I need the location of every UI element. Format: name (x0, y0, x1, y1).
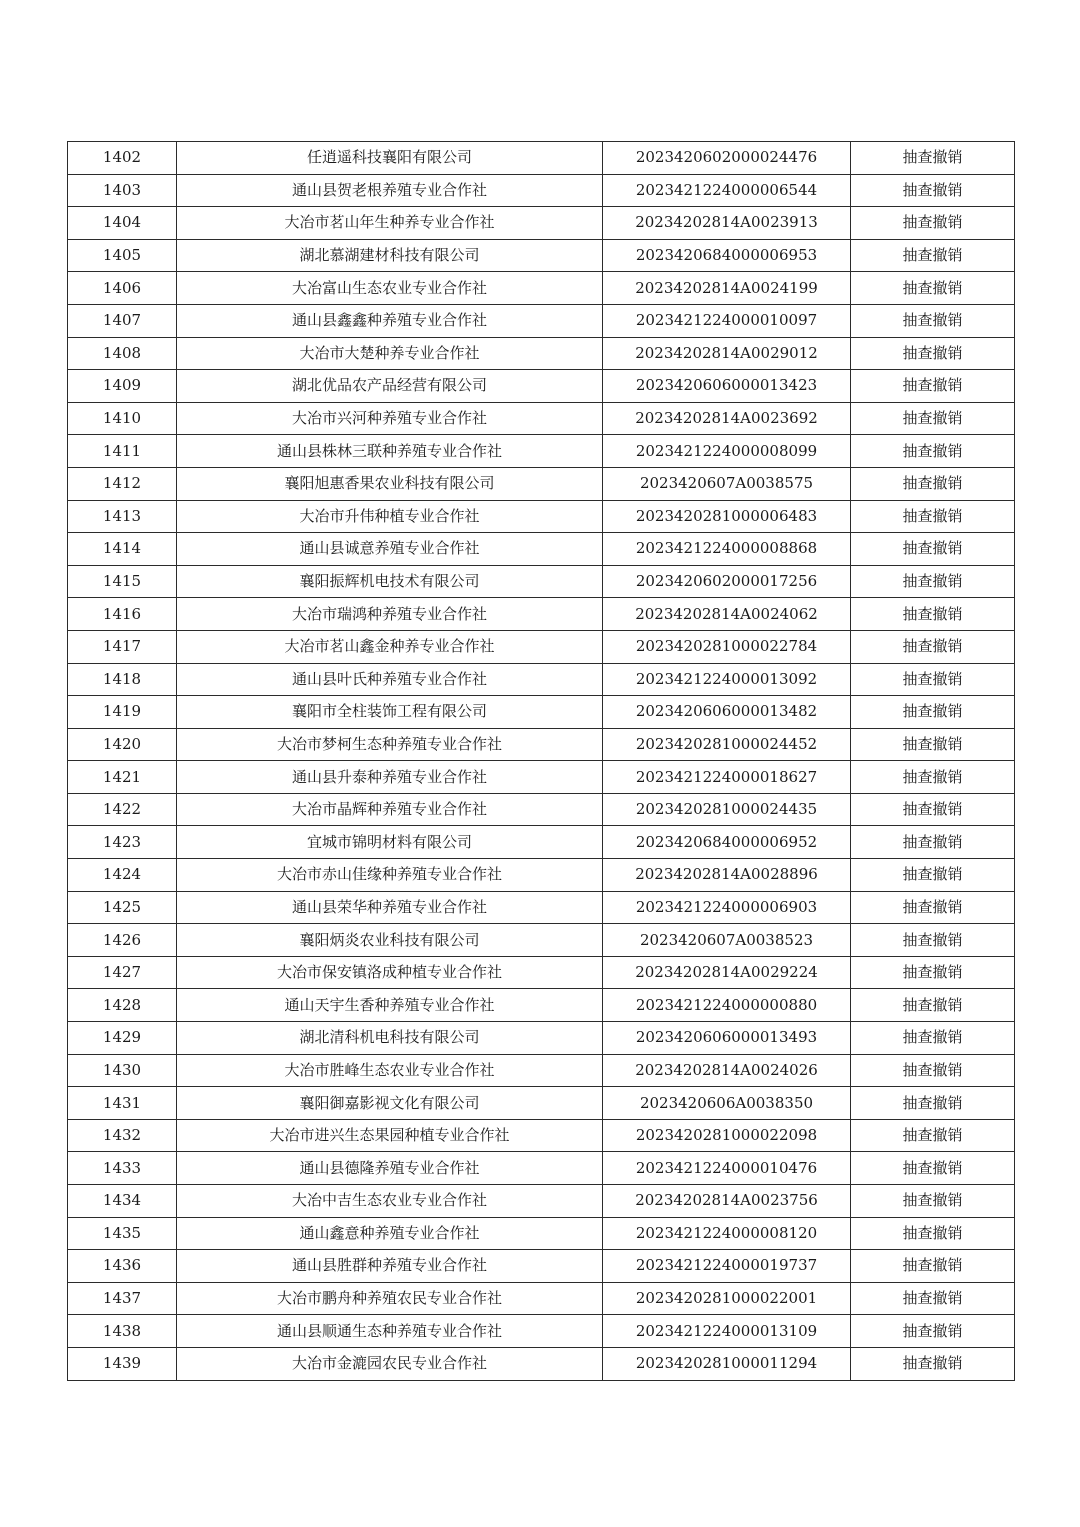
table-row (68, 1022, 1015, 1055)
registration-code-cell: 2023421224000008099 (603, 435, 851, 468)
serial-number-cell: 1408 (68, 337, 177, 370)
serial-number-cell: 1424 (68, 859, 177, 892)
table-row (68, 239, 1015, 272)
status-cell: 抽查撤销 (851, 304, 1015, 337)
table-row (68, 370, 1015, 403)
entity-name-cell: 大冶市胜峰生态农业专业合作社 (177, 1054, 603, 1087)
registration-code-cell: 2023421224000013109 (603, 1315, 851, 1348)
status-cell: 抽查撤销 (851, 207, 1015, 240)
registration-code-cell: 2023421224000013092 (603, 663, 851, 696)
registration-code-cell: 20234202814A0024062 (603, 598, 851, 631)
registration-code-cell: 2023420602000024476 (603, 142, 851, 175)
status-cell: 抽查撤销 (851, 1315, 1015, 1348)
table-row (68, 337, 1015, 370)
serial-number-cell: 1430 (68, 1054, 177, 1087)
serial-number-cell: 1404 (68, 207, 177, 240)
table-row (68, 859, 1015, 892)
entity-name-cell: 任逍遥科技襄阳有限公司 (177, 142, 603, 175)
registration-code-cell: 2023420602000017256 (603, 565, 851, 598)
registration-code-cell: 2023420606000013423 (603, 370, 851, 403)
table-row (68, 500, 1015, 533)
status-cell: 抽查撤销 (851, 533, 1015, 566)
entity-name-cell: 通山县诚意养殖专业合作社 (177, 533, 603, 566)
entity-name-cell: 通山县荣华种养殖专业合作社 (177, 891, 603, 924)
status-cell: 抽查撤销 (851, 761, 1015, 794)
table-row (68, 207, 1015, 240)
table-body (68, 142, 1015, 1381)
entity-name-cell: 大冶市兴河种养殖专业合作社 (177, 402, 603, 435)
status-cell: 抽查撤销 (851, 402, 1015, 435)
table-row (68, 1119, 1015, 1152)
serial-number-cell: 1435 (68, 1217, 177, 1250)
entity-name-cell: 大冶市赤山佳缘种养殖专业合作社 (177, 859, 603, 892)
table-row (68, 598, 1015, 631)
status-cell: 抽查撤销 (851, 891, 1015, 924)
revocation-table (67, 141, 1015, 1381)
status-cell: 抽查撤销 (851, 956, 1015, 989)
registration-code-cell: 2023420281000022001 (603, 1282, 851, 1315)
entity-name-cell: 大冶市梦柯生态种养殖专业合作社 (177, 728, 603, 761)
status-cell: 抽查撤销 (851, 663, 1015, 696)
registration-code-cell: 20234202814A0023756 (603, 1185, 851, 1218)
entity-name-cell: 大冶市瑞鸿种养殖专业合作社 (177, 598, 603, 631)
table-row (68, 891, 1015, 924)
status-cell: 抽查撤销 (851, 598, 1015, 631)
table-row (68, 989, 1015, 1022)
status-cell: 抽查撤销 (851, 924, 1015, 957)
registration-code-cell: 2023421224000010097 (603, 304, 851, 337)
serial-number-cell: 1428 (68, 989, 177, 1022)
registration-code-cell: 2023420281000006483 (603, 500, 851, 533)
status-cell: 抽查撤销 (851, 1054, 1015, 1087)
status-cell: 抽查撤销 (851, 630, 1015, 663)
registration-code-cell: 20234202814A0029224 (603, 956, 851, 989)
serial-number-cell: 1433 (68, 1152, 177, 1185)
registration-code-cell: 2023420281000024452 (603, 728, 851, 761)
status-cell: 抽查撤销 (851, 142, 1015, 175)
table-row (68, 1087, 1015, 1120)
status-cell: 抽查撤销 (851, 1087, 1015, 1120)
entity-name-cell: 襄阳御嘉影视文化有限公司 (177, 1087, 603, 1120)
table-row (68, 1185, 1015, 1218)
serial-number-cell: 1427 (68, 956, 177, 989)
serial-number-cell: 1409 (68, 370, 177, 403)
table-row (68, 793, 1015, 826)
registration-code-cell: 2023420281000022784 (603, 630, 851, 663)
status-cell: 抽查撤销 (851, 1119, 1015, 1152)
status-cell: 抽查撤销 (851, 1152, 1015, 1185)
entity-name-cell: 通山县升泰种养殖专业合作社 (177, 761, 603, 794)
status-cell: 抽查撤销 (851, 696, 1015, 729)
table-row (68, 435, 1015, 468)
entity-name-cell: 大冶市茗山鑫金种养专业合作社 (177, 630, 603, 663)
entity-name-cell: 襄阳市全柱装饰工程有限公司 (177, 696, 603, 729)
registration-code-cell: 2023420606000013482 (603, 696, 851, 729)
status-cell: 抽查撤销 (851, 1282, 1015, 1315)
status-cell: 抽查撤销 (851, 989, 1015, 1022)
entity-name-cell: 大冶市茗山年生种养专业合作社 (177, 207, 603, 240)
registration-code-cell: 2023421224000019737 (603, 1250, 851, 1283)
registration-code-cell: 2023421224000010476 (603, 1152, 851, 1185)
entity-name-cell: 湖北慕湖建材科技有限公司 (177, 239, 603, 272)
registration-code-cell: 2023421224000006544 (603, 174, 851, 207)
registration-code-cell: 2023420606A0038350 (603, 1087, 851, 1120)
entity-name-cell: 宜城市锦明材料有限公司 (177, 826, 603, 859)
table-row (68, 533, 1015, 566)
table-row (68, 924, 1015, 957)
entity-name-cell: 襄阳旭惠香果农业科技有限公司 (177, 467, 603, 500)
entity-name-cell: 通山县鑫鑫种养殖专业合作社 (177, 304, 603, 337)
registration-code-cell: 2023420281000011294 (603, 1347, 851, 1380)
table-row (68, 728, 1015, 761)
registration-code-cell: 2023421224000006903 (603, 891, 851, 924)
entity-name-cell: 通山县贺老根养殖专业合作社 (177, 174, 603, 207)
status-cell: 抽查撤销 (851, 728, 1015, 761)
serial-number-cell: 1423 (68, 826, 177, 859)
serial-number-cell: 1425 (68, 891, 177, 924)
serial-number-cell: 1421 (68, 761, 177, 794)
entity-name-cell: 大冶市鹏舟种养殖农民专业合作社 (177, 1282, 603, 1315)
serial-number-cell: 1403 (68, 174, 177, 207)
status-cell: 抽查撤销 (851, 370, 1015, 403)
status-cell: 抽查撤销 (851, 1185, 1015, 1218)
registration-code-cell: 2023420281000024435 (603, 793, 851, 826)
entity-name-cell: 襄阳振辉机电技术有限公司 (177, 565, 603, 598)
serial-number-cell: 1420 (68, 728, 177, 761)
serial-number-cell: 1413 (68, 500, 177, 533)
entity-name-cell: 通山县株林三联种养殖专业合作社 (177, 435, 603, 468)
status-cell: 抽查撤销 (851, 272, 1015, 305)
entity-name-cell: 通山鑫意种养殖专业合作社 (177, 1217, 603, 1250)
status-cell: 抽查撤销 (851, 435, 1015, 468)
entity-name-cell: 湖北清科机电科技有限公司 (177, 1022, 603, 1055)
serial-number-cell: 1436 (68, 1250, 177, 1283)
serial-number-cell: 1419 (68, 696, 177, 729)
registration-code-cell: 20234202814A0028896 (603, 859, 851, 892)
status-cell: 抽查撤销 (851, 1250, 1015, 1283)
status-cell: 抽查撤销 (851, 467, 1015, 500)
registration-code-cell: 20234202814A0024199 (603, 272, 851, 305)
serial-number-cell: 1412 (68, 467, 177, 500)
serial-number-cell: 1411 (68, 435, 177, 468)
status-cell: 抽查撤销 (851, 859, 1015, 892)
entity-name-cell: 通山县德隆养殖专业合作社 (177, 1152, 603, 1185)
serial-number-cell: 1410 (68, 402, 177, 435)
entity-name-cell: 大冶市金漉园农民专业合作社 (177, 1347, 603, 1380)
serial-number-cell: 1426 (68, 924, 177, 957)
serial-number-cell: 1414 (68, 533, 177, 566)
registration-code-cell: 2023420606000013493 (603, 1022, 851, 1055)
entity-name-cell: 大冶市进兴生态果园种植专业合作社 (177, 1119, 603, 1152)
entity-name-cell: 通山县胜群种养殖专业合作社 (177, 1250, 603, 1283)
table-row (68, 174, 1015, 207)
table-row (68, 696, 1015, 729)
entity-name-cell: 大冶富山生态农业专业合作社 (177, 272, 603, 305)
table-row (68, 1054, 1015, 1087)
status-cell: 抽查撤销 (851, 174, 1015, 207)
registration-code-cell: 2023420684000006953 (603, 239, 851, 272)
table-row (68, 663, 1015, 696)
registration-code-cell: 20234202814A0023692 (603, 402, 851, 435)
table-row (68, 956, 1015, 989)
table-row (68, 402, 1015, 435)
table-row (68, 1152, 1015, 1185)
entity-name-cell: 大冶市升伟种植专业合作社 (177, 500, 603, 533)
registration-code-cell: 2023421224000008868 (603, 533, 851, 566)
serial-number-cell: 1415 (68, 565, 177, 598)
registration-code-cell: 2023421224000000880 (603, 989, 851, 1022)
entity-name-cell: 通山县叶氏种养殖专业合作社 (177, 663, 603, 696)
serial-number-cell: 1416 (68, 598, 177, 631)
serial-number-cell: 1407 (68, 304, 177, 337)
entity-name-cell: 通山县顺通生态种养殖专业合作社 (177, 1315, 603, 1348)
table-row (68, 826, 1015, 859)
status-cell: 抽查撤销 (851, 1217, 1015, 1250)
registration-code-cell: 2023420281000022098 (603, 1119, 851, 1152)
serial-number-cell: 1402 (68, 142, 177, 175)
registration-code-cell: 2023420607A0038575 (603, 467, 851, 500)
entity-name-cell: 襄阳炳炎农业科技有限公司 (177, 924, 603, 957)
table-row (68, 272, 1015, 305)
entity-name-cell: 大冶市大楚种养专业合作社 (177, 337, 603, 370)
table-row (68, 142, 1015, 175)
table-row (68, 1347, 1015, 1380)
status-cell: 抽查撤销 (851, 826, 1015, 859)
serial-number-cell: 1434 (68, 1185, 177, 1218)
table-row (68, 565, 1015, 598)
status-cell: 抽查撤销 (851, 1347, 1015, 1380)
serial-number-cell: 1437 (68, 1282, 177, 1315)
status-cell: 抽查撤销 (851, 565, 1015, 598)
registration-code-cell: 20234202814A0023913 (603, 207, 851, 240)
table-row (68, 1282, 1015, 1315)
serial-number-cell: 1422 (68, 793, 177, 826)
table-row (68, 630, 1015, 663)
table-row (68, 1217, 1015, 1250)
registration-code-cell: 2023420684000006952 (603, 826, 851, 859)
table-row (68, 467, 1015, 500)
status-cell: 抽查撤销 (851, 239, 1015, 272)
status-cell: 抽查撤销 (851, 1022, 1015, 1055)
status-cell: 抽查撤销 (851, 500, 1015, 533)
serial-number-cell: 1432 (68, 1119, 177, 1152)
registration-code-cell: 2023421224000018627 (603, 761, 851, 794)
status-cell: 抽查撤销 (851, 337, 1015, 370)
registration-code-cell: 20234202814A0024026 (603, 1054, 851, 1087)
entity-name-cell: 大冶中吉生态农业专业合作社 (177, 1185, 603, 1218)
serial-number-cell: 1429 (68, 1022, 177, 1055)
status-cell: 抽查撤销 (851, 793, 1015, 826)
table-row (68, 1315, 1015, 1348)
entity-name-cell: 大冶市保安镇洛成种植专业合作社 (177, 956, 603, 989)
serial-number-cell: 1438 (68, 1315, 177, 1348)
registration-code-cell: 2023421224000008120 (603, 1217, 851, 1250)
table-row (68, 304, 1015, 337)
serial-number-cell: 1439 (68, 1347, 177, 1380)
entity-name-cell: 大冶市晶辉种养殖专业合作社 (177, 793, 603, 826)
serial-number-cell: 1417 (68, 630, 177, 663)
serial-number-cell: 1405 (68, 239, 177, 272)
serial-number-cell: 1406 (68, 272, 177, 305)
entity-name-cell: 湖北优品农产品经营有限公司 (177, 370, 603, 403)
table-row (68, 1250, 1015, 1283)
entity-name-cell: 通山天宇生香种养殖专业合作社 (177, 989, 603, 1022)
registration-code-cell: 2023420607A0038523 (603, 924, 851, 957)
serial-number-cell: 1431 (68, 1087, 177, 1120)
table-row (68, 761, 1015, 794)
registration-code-cell: 20234202814A0029012 (603, 337, 851, 370)
serial-number-cell: 1418 (68, 663, 177, 696)
